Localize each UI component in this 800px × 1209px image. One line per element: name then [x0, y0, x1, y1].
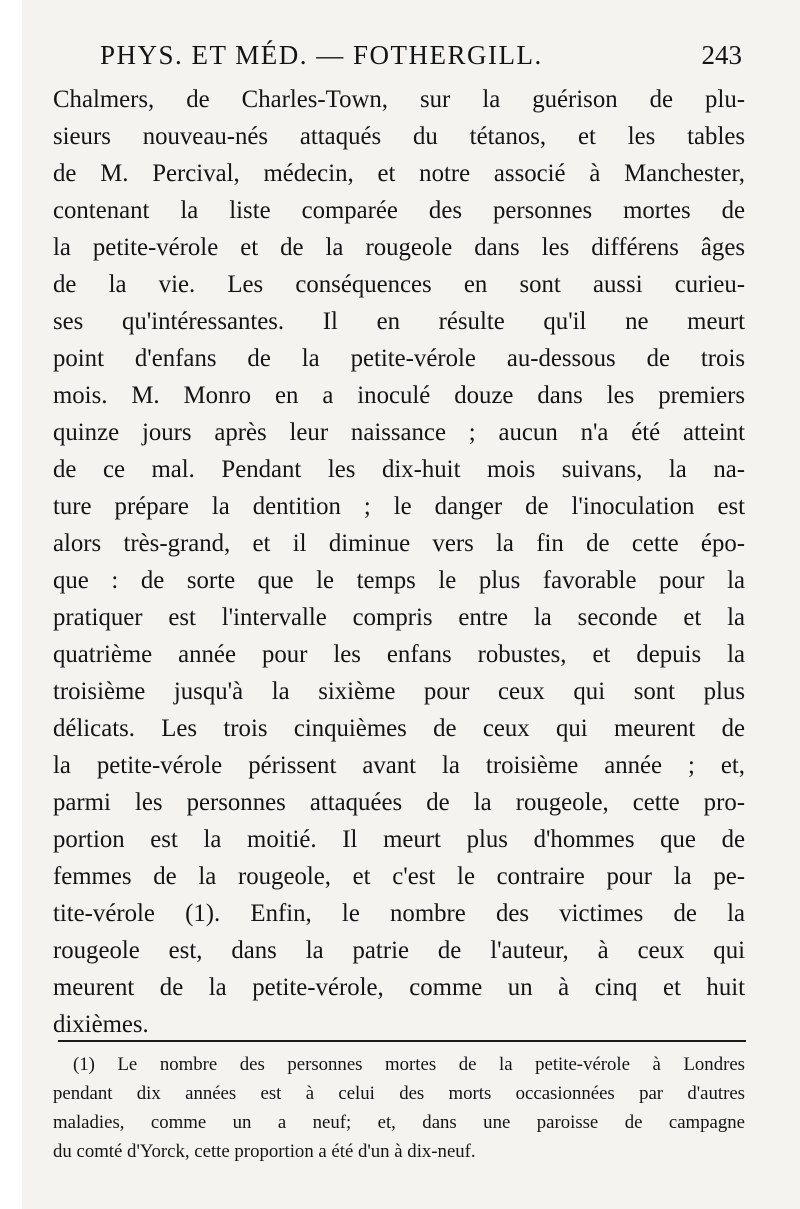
text-line: point d'enfans de la petite-vérole au-dessous de trois — [53, 345, 745, 372]
text-line: ses qu'intéressantes. Il en résulte qu'il ne meurt — [53, 308, 745, 335]
text-line: de M. Percival, médecin, et notre associé à Manchester, — [53, 160, 745, 187]
text-line: la petite-vérole et de la rougeole dans les différens âges — [53, 234, 745, 261]
text-line: dixièmes. — [53, 1011, 149, 1038]
text-line: que : de sorte que le temps le plus favorable pour la — [53, 567, 745, 594]
text-line: quinze jours après leur naissance ; aucun n'a été atteint — [53, 419, 745, 446]
footnote — [53, 1050, 745, 1166]
text-line: de ce mal. Pendant les dix-huit mois suivans, la na- — [53, 456, 745, 483]
footnote-line: (1) Le nombre des personnes mortes de la petite-vérole à Londres — [73, 1054, 745, 1075]
text-line: sieurs nouveau-nés attaqués du tétanos, et les tables — [53, 123, 745, 150]
text-line: meurent de la petite-vérole, comme un à cinq et huit — [53, 974, 745, 1001]
running-header — [100, 40, 742, 80]
text-line: Chalmers, de Charles-Town, sur la guérison de plu- — [53, 86, 745, 113]
text-line: rougeole est, dans la patrie de l'auteur, à ceux qui — [53, 937, 745, 964]
running-title: PHYS. ET MÉD. — FOTHERGILL. — [100, 40, 543, 70]
text-line: la petite-vérole périssent avant la troisième année ; et, — [53, 752, 745, 779]
page-number: 243 — [701, 40, 742, 70]
text-line: pratiquer est l'intervalle compris entre la seconde et la — [53, 604, 745, 631]
text-line: femmes de la rougeole, et c'est le contraire pour la pe- — [53, 863, 745, 890]
text-line: délicats. Les trois cinquièmes de ceux qui meurent de — [53, 715, 745, 742]
text-line: de la vie. Les conséquences en sont aussi curieu- — [53, 271, 745, 298]
text-line: mois. M. Monro en a inoculé douze dans les premiers — [53, 382, 745, 409]
text-line: parmi les personnes attaquées de la rougeole, cette pro- — [53, 789, 745, 816]
text-line: portion est la moitié. Il meurt plus d'hommes que de — [53, 826, 745, 853]
text-line: alors très-grand, et il diminue vers la fin de cette épo- — [53, 530, 745, 557]
footnote-rule — [58, 1040, 746, 1042]
text-line: quatrième année pour les enfans robustes, et depuis la — [53, 641, 745, 668]
footnote-line: maladies, comme un a neuf; et, dans une paroisse de campagne — [53, 1112, 745, 1133]
footnote-line: pendant dix années est à celui des morts occasionnées par d'autres — [53, 1083, 745, 1104]
text-line: troisième jusqu'à la sixième pour ceux qui sont plus — [53, 678, 745, 705]
text-line: tite-vérole (1). Enfin, le nombre des victimes de la — [53, 900, 745, 927]
text-line: contenant la liste comparée des personnes mortes de — [53, 197, 745, 224]
main-text — [53, 81, 745, 1043]
text-line: ture prépare la dentition ; le danger de l'inoculation est — [53, 493, 745, 520]
footnote-line: du comté d'Yorck, cette proportion a été d'un à dix-neuf. — [53, 1141, 476, 1162]
page-edge — [0, 0, 22, 1209]
